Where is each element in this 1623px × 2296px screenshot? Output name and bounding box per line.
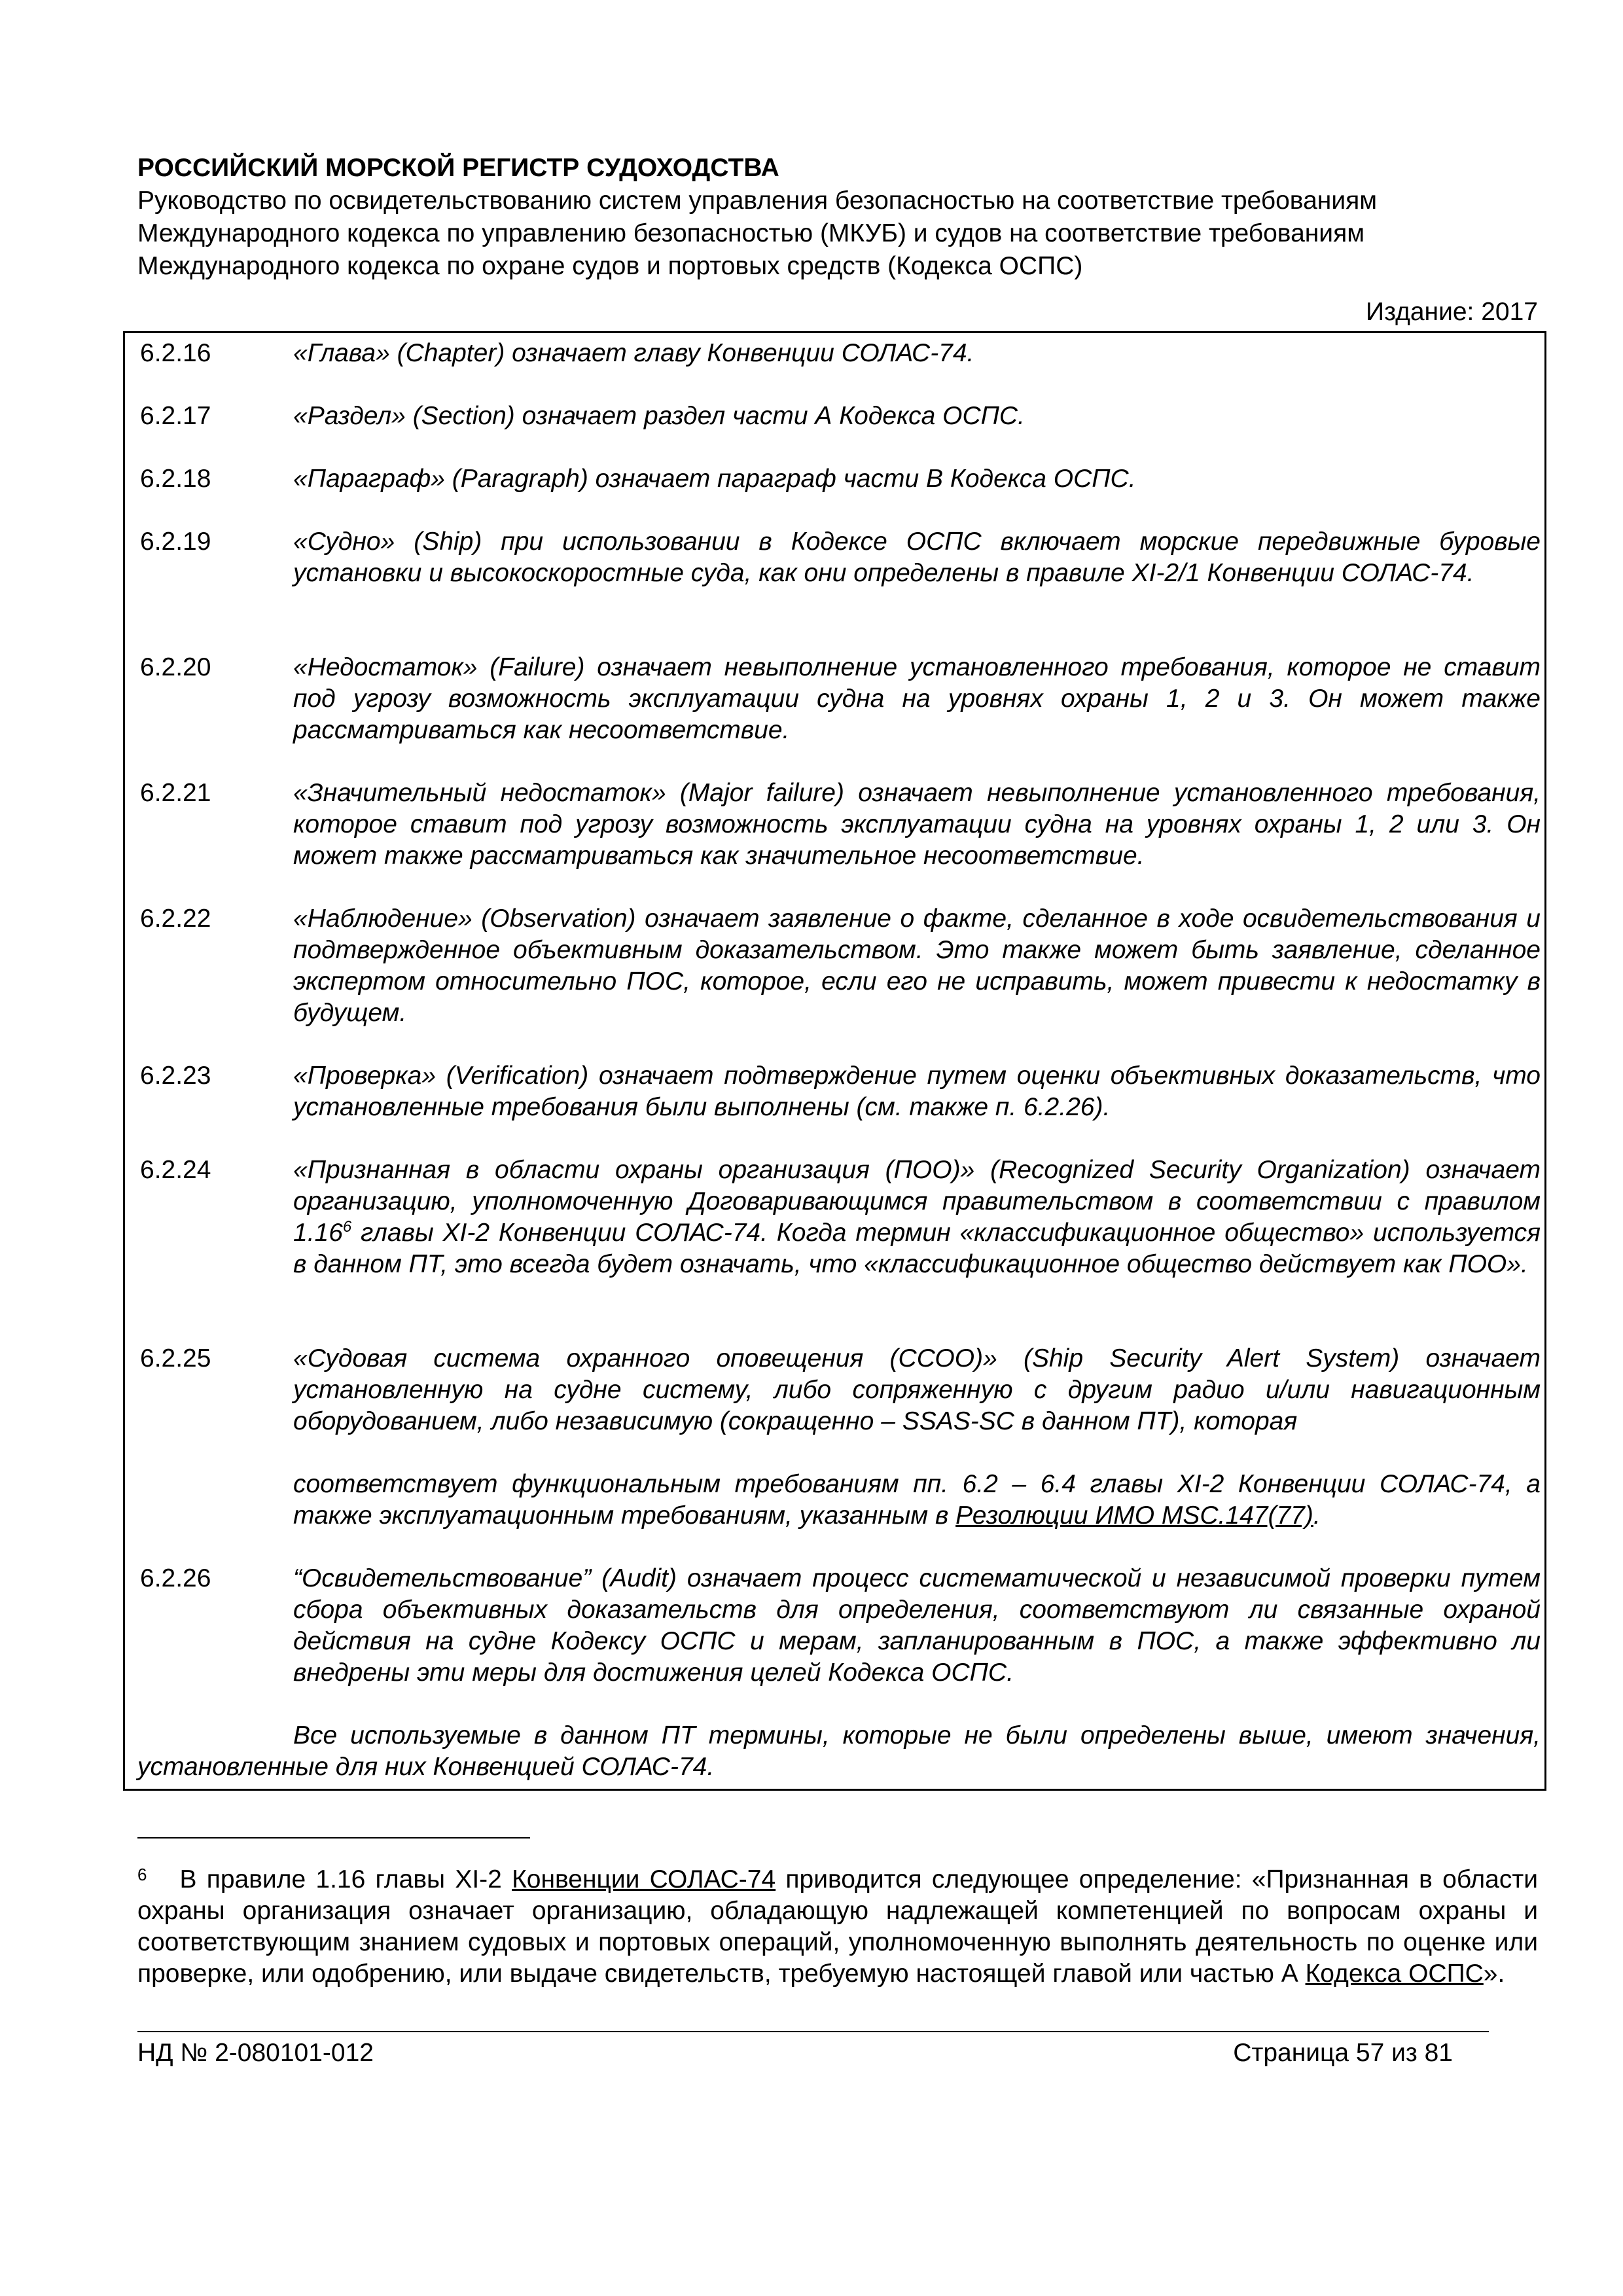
- clause-text: «Глава» (Chapter) означает главу Конвенции СОЛАС-74.: [293, 339, 974, 367]
- clause-text: «Значительный недостаток» (Major failure) означает невыполнение установленного требования, которое ставит под угрозу возможность эксплуатации судна на уровнях охраны 1, 2 или 3. Он может также рассматриваться как значительное несоответствие.: [293, 779, 1541, 870]
- convention-link[interactable]: Конвенции СОЛАС-74: [512, 1865, 776, 1893]
- clause-text: «Раздел» (Section) означает раздел части А Кодекса ОСПС.: [293, 402, 1025, 430]
- document-header: [137, 152, 1544, 283]
- code-link[interactable]: Кодекса ОСПС: [1305, 1960, 1484, 1988]
- resolution-link[interactable]: Резолюции ИМО MSC.147(77): [955, 1501, 1313, 1530]
- clause-text: “Освидетельствование” (Audit) означает процесс систематической и независимой проверки путем сбора объективных доказательств для определения, соответствуют ли связанные охраной действия на судне Кодексу ОСПС и мерам, запланированным в ПОС, а также эффективно ли внедрены эти меры для достижения целей Кодекса ОСПС.: [293, 1564, 1541, 1687]
- footnote-reference[interactable]: 6: [342, 1218, 352, 1236]
- organization-name: РОССИЙСКИЙ МОРСКОЙ РЕГИСТР СУДОХОДСТВА: [137, 154, 779, 182]
- clause-number: 6.2.19: [140, 528, 211, 556]
- clause-text: «Наблюдение» (Observation) означает заявление о факте, сделанное в ходе освидетельствования и подтвержденное объективным доказательством. Это также может быть заявление, сделанное экспертом относительно ПОС, которое, если его не исправить, может привести к недостатку в будущем.: [293, 905, 1541, 1027]
- clause-number: 6.2.17: [140, 402, 211, 430]
- continuation-end: .: [1313, 1501, 1321, 1530]
- clause-number: 6.2.20: [140, 653, 211, 681]
- edition: Издание: 2017: [1366, 298, 1538, 326]
- clause-text-part-2: главы XI-2 Конвенции СОЛАС-74. Когда термин «классификационное общество» используется в данном ПТ, это всегда будет означать, что «классификационное общество действует как ПОО».: [293, 1219, 1541, 1278]
- continuation-text: соответствует функциональным требованиям пп. 6.2 – 6.4 главы XI-2 Конвенции СОЛАС-74, а также эксплуатационным требованиям, указанным в: [293, 1470, 1541, 1530]
- subtitle-line-3: Международного кодекса по охране судов и портовых средств (Кодекса ОСПС): [137, 252, 1083, 280]
- definition-6-2-25-continuation: [293, 1469, 1541, 1532]
- subtitle-line-2: Международного кодекса по управлению безопасностью (МКУБ) и судов на соответствие требованиям: [137, 219, 1365, 247]
- clause-number: 6.2.21: [140, 779, 211, 807]
- clause-number: 6.2.25: [140, 1344, 211, 1372]
- footnote-text-2: приводится следующее определение: «Признанная в области охраны организация означает организацию, обладающую надлежащей компетенцией по вопросам охраны и соответствующим знанием судовых и портовых операций, уполномоченную выполнять деятельность по оценке или проверке, или одобрению, или выдаче свидетельств, требуемую настоящей главой или частью А: [137, 1865, 1538, 1988]
- footnote-text-3: ».: [1483, 1960, 1505, 1988]
- document-id: НД № 2-080101-012: [137, 2039, 374, 2067]
- clause-text: «Параграф» (Paragraph) означает параграф части В Кодекса ОСПС.: [293, 465, 1136, 493]
- page-number: Страница 57 из 81: [1233, 2039, 1453, 2067]
- clause-text: [293, 1155, 1541, 1280]
- clause-number: 6.2.16: [140, 339, 211, 367]
- subtitle-line-1: Руководство по освидетельствованию систем управления безопасностью на соответствие требованиям: [137, 187, 1378, 215]
- clause-text: «Судовая система охранного оповещения (ССОО)» (Ship Security Alert System) означает установленную на судне систему, либо сопряженную с другим радио и/или навигационным оборудованием, либо независимую (сокращенно – SSAS-SC в данном ПТ), которая: [293, 1344, 1541, 1435]
- footnote-text-1: В правиле 1.16 главы XI-2: [179, 1865, 512, 1893]
- clause-number: 6.2.18: [140, 465, 211, 493]
- clause-text: «Проверка» (Verification) означает подтверждение путем оценки объективных доказательств, что установленные требования были выполнены (см. также п. 6.2.26).: [293, 1062, 1541, 1121]
- clause-number: 6.2.26: [140, 1564, 211, 1592]
- clause-number: 6.2.24: [140, 1156, 211, 1184]
- footnote-divider: [137, 1837, 530, 1839]
- clause-number: 6.2.22: [140, 905, 211, 933]
- footnote: [137, 1864, 1538, 1990]
- clause-text: «Недостаток» (Failure) означает невыполнение установленного требования, которое не ставит под угрозу возможность эксплуатации судна на уровнях охраны 1, 2 и 3. Он может также рассматриваться как несоответствие.: [293, 653, 1541, 744]
- footer-divider: [137, 2031, 1489, 2032]
- clause-text-part-1: «Признанная в области охраны организация (ПОО)» (Recognized Security Organization) означает организацию, уполномоченную Договаривающимся правительством в соответствии с правилом 1.16: [293, 1156, 1541, 1247]
- clause-text: «Судно» (Ship) при использовании в Кодексе ОСПС включает морские передвижные буровые установки и высокоскоростные суда, как они определены в правиле XI-2/1 Конвенции СОЛАС-74.: [293, 528, 1541, 587]
- final-paragraph: Все используемые в данном ПТ термины, которые не были определены выше, имеют значения, установленные для них Конвенцией СОЛАС-74.: [137, 1721, 1541, 1781]
- footnote-mark: 6: [137, 1865, 147, 1884]
- clause-number: 6.2.23: [140, 1062, 211, 1090]
